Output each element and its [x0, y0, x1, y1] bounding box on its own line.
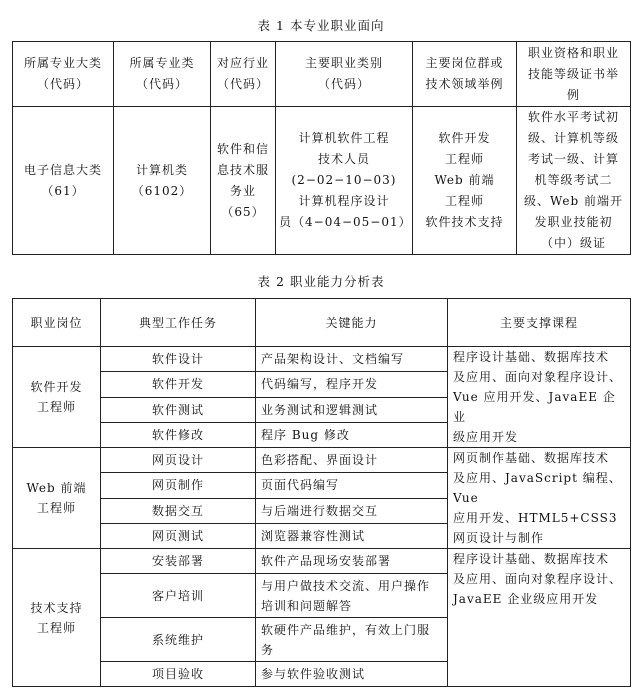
header-positions: 主要岗位群或 技术领域举例: [413, 42, 517, 107]
cell-occupation: 计算机软件工程 技术人员 (2−02−10−03) 计算机程序设计 员（4−04−05−01）: [276, 107, 413, 255]
ability-cell: 浏览器兼容性测试: [256, 523, 448, 548]
role-cell: 软件开发 工程师: [13, 347, 101, 448]
cell-certificates: 软件水平考试初 级、计算机等级 考试一级、计算 机等级考试二 级、Web 前端开 发职业技能初 （中）级证: [517, 107, 631, 255]
cell-major-class: 计算机类 （6102）: [114, 107, 211, 255]
ability-cell: 产品架构设计、文档编写: [256, 347, 448, 372]
ability-cell: 参与软件验收测试: [256, 662, 448, 687]
header-major-class: 所属专业类 （代码）: [114, 42, 211, 107]
header-course: 主要支撑课程: [448, 299, 631, 347]
task-cell: 安装部署: [101, 549, 256, 574]
table2-header-row: [13, 299, 631, 347]
ability-cell: 软硬件产品维护，有效上门服 务: [256, 618, 448, 662]
task-cell: 系统维护: [101, 618, 256, 662]
role-cell: Web 前端 工程师: [13, 448, 101, 549]
task-cell: 软件测试: [101, 397, 256, 422]
header-major-category: 所属专业大类 （代码）: [13, 42, 114, 107]
header-certificates: 职业资格和职业 技能等级证书举 例: [517, 42, 631, 107]
table-row: [13, 549, 631, 574]
table-row: [13, 347, 631, 372]
career-orientation-table: [12, 41, 631, 255]
task-cell: 项目验收: [101, 662, 256, 687]
task-cell: 软件开发: [101, 372, 256, 397]
task-cell: 网页测试: [101, 523, 256, 548]
ability-cell: 程序 Bug 修改: [256, 422, 448, 447]
header-ability: 关键能力: [256, 299, 448, 347]
task-cell: 客户培训: [101, 574, 256, 618]
header-industry: 对应行业 （代码）: [211, 42, 276, 107]
cell-industry: 软件和信 息技术服 务业 （65）: [211, 107, 276, 255]
ability-analysis-table: [12, 298, 631, 687]
ability-cell: 代码编写，程序开发: [256, 372, 448, 397]
course-cell: 网页制作基础、数据库技术 及应用、JavaScript 编程、Vue 应用开发、HTML5+CSS3 网页设计与制作: [448, 448, 631, 549]
table1-header-row: [13, 42, 631, 107]
header-task: 典型工作任务: [101, 299, 256, 347]
ability-cell: 软件产品现场安装部署: [256, 549, 448, 574]
table2-caption: 表 2 职业能力分析表: [257, 274, 385, 289]
task-cell: 网页制作: [101, 473, 256, 498]
task-cell: 网页设计: [101, 448, 256, 473]
table1-caption: 表 1 本专业职业面向: [257, 18, 385, 33]
table1-data-row: [13, 107, 631, 255]
header-role: 职业岗位: [13, 299, 101, 347]
ability-cell: 与用户做技术交流、用户操作 培训和问题解答: [256, 574, 448, 618]
task-cell: 软件修改: [101, 422, 256, 447]
ability-cell: 色彩搭配、界面设计: [256, 448, 448, 473]
ability-cell: 与后端进行数据交互: [256, 498, 448, 523]
cell-major-category: 电子信息大类 （61）: [13, 107, 114, 255]
table-row: [13, 448, 631, 473]
ability-cell: 业务测试和逻辑测试: [256, 397, 448, 422]
role-cell: 技术支持 工程师: [13, 549, 101, 687]
ability-cell: 页面代码编写: [256, 473, 448, 498]
course-cell: 程序设计基础、数据库技术 及应用、面向对象程序设计、 JavaEE 企业级应用开发: [448, 549, 631, 687]
header-occupation: 主要职业类别 （代码）: [276, 42, 413, 107]
task-cell: 软件设计: [101, 347, 256, 372]
course-cell: 程序设计基础、数据库技术 及应用、面向对象程序设计、 Vue 应用开发、JavaEE 企业 级应用开发: [448, 347, 631, 448]
task-cell: 数据交互: [101, 498, 256, 523]
cell-positions: 软件开发 工程师 Web 前端 工程师 软件技术支持: [413, 107, 517, 255]
